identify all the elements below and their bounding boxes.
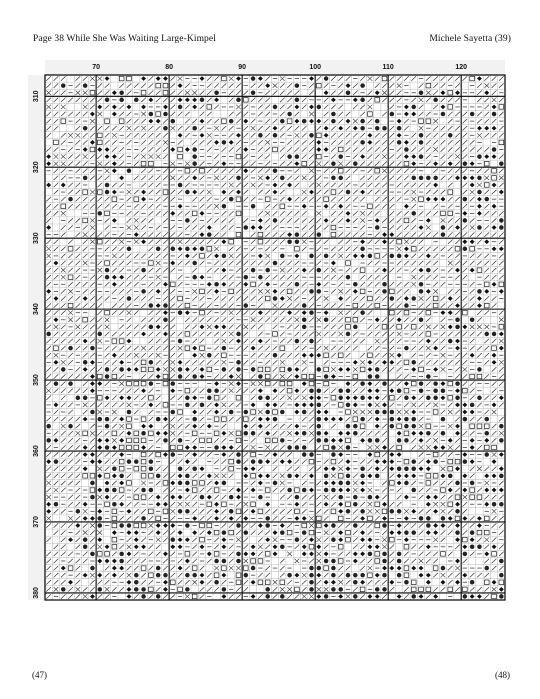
column-number: 70 bbox=[92, 64, 101, 71]
column-number: 100 bbox=[309, 64, 322, 71]
next-page-ref: (48) bbox=[495, 670, 510, 680]
row-number: 350 bbox=[33, 374, 40, 386]
column-number: 80 bbox=[165, 64, 174, 71]
row-number: 330 bbox=[33, 232, 40, 245]
author-page-number: Michele Sayetta (39) bbox=[429, 34, 511, 44]
prev-page-ref: (47) bbox=[32, 670, 47, 680]
column-number: 120 bbox=[455, 64, 468, 71]
row-number: 310 bbox=[33, 90, 40, 103]
row-number: 380 bbox=[33, 587, 40, 599]
page-title: Page 38 While She Was Waiting Large-Kimpel bbox=[33, 34, 216, 44]
column-number: 90 bbox=[238, 64, 247, 71]
row-number: 320 bbox=[33, 161, 40, 174]
row-number: 340 bbox=[33, 303, 40, 315]
column-number: 110 bbox=[382, 64, 394, 71]
row-number: 360 bbox=[33, 445, 40, 457]
row-number: 370 bbox=[33, 516, 40, 528]
